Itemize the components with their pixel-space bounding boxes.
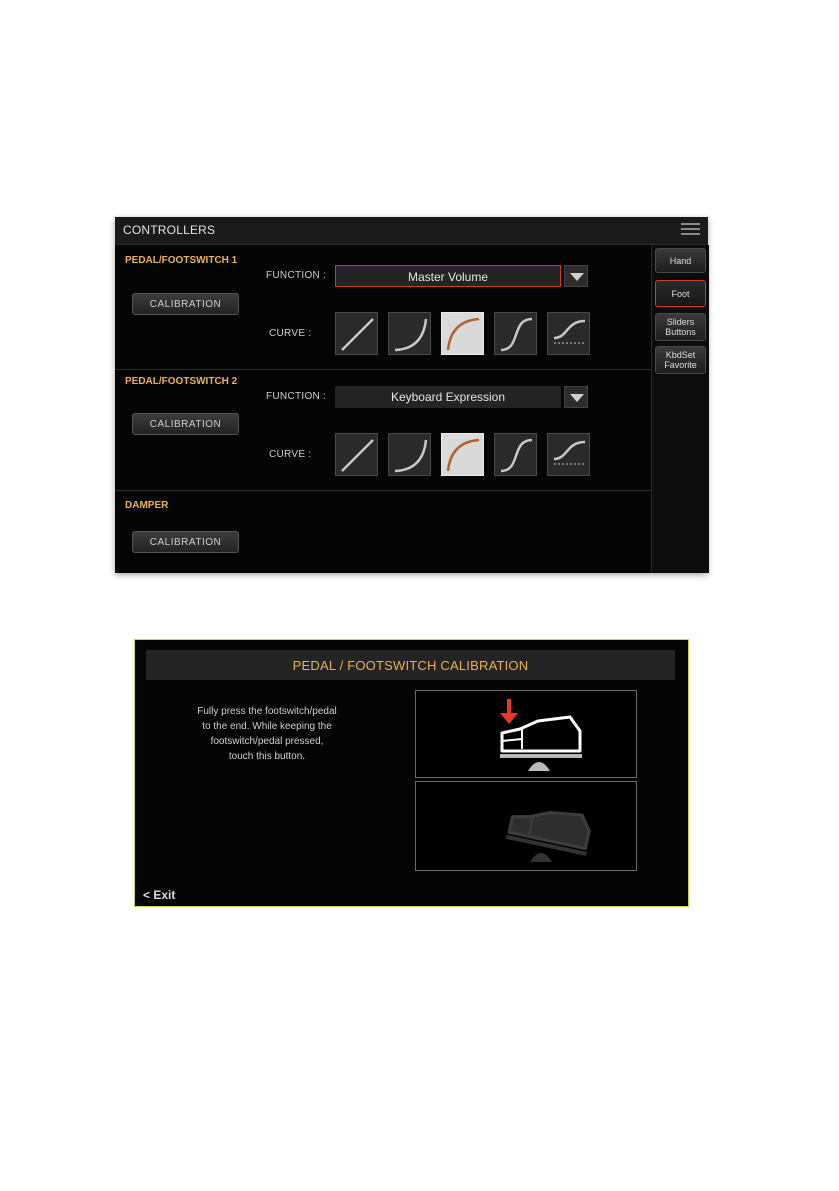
dialog-title: PEDAL / FOOTSWITCH CALIBRATION — [292, 658, 529, 673]
function-select-pedal-1[interactable]: Master Volume — [335, 265, 561, 287]
release-pedal-step — [415, 781, 637, 871]
calibration-header — [146, 650, 675, 680]
curve-s-dotted-button[interactable] — [547, 433, 590, 476]
calibration-button-damper[interactable]: CALIBRATION — [132, 531, 239, 553]
sidebar-tabs — [651, 245, 709, 573]
curve-exponential-button[interactable] — [388, 312, 431, 355]
function-label: FUNCTION : — [266, 270, 327, 281]
function-label: FUNCTION : — [266, 391, 327, 402]
calibration-button-pedal-2[interactable]: CALIBRATION — [132, 413, 239, 435]
instruction-line: footswitch/pedal pressed, — [210, 736, 324, 747]
exit-button[interactable]: < Exit — [143, 888, 176, 902]
controllers-header — [115, 217, 708, 245]
list-menu-icon[interactable] — [681, 223, 700, 238]
foot-pressing-pedal-icon — [416, 691, 638, 779]
curve-logarithmic-button[interactable] — [441, 312, 484, 355]
curve-logarithmic-button[interactable] — [441, 433, 484, 476]
section-title-pedal-2: PEDAL/FOOTSWITCH 2 — [125, 376, 238, 387]
section-title-pedal-1: PEDAL/FOOTSWITCH 1 — [125, 255, 238, 266]
exponential-curve-icon — [389, 313, 432, 356]
page-title: CONTROLLERS — [123, 223, 216, 237]
curve-s-button[interactable] — [494, 433, 537, 476]
instruction-line: Fully press the footswitch/pedal — [197, 706, 337, 717]
function-dropdown-button-pedal-1[interactable] — [564, 265, 588, 287]
function-select-pedal-2[interactable]: Keyboard Expression — [335, 386, 561, 408]
linear-curve-icon — [336, 313, 379, 356]
logarithmic-curve-icon — [442, 434, 485, 477]
section-divider — [115, 490, 651, 491]
tab-foot[interactable]: Foot — [655, 280, 706, 307]
curve-s-button[interactable] — [494, 312, 537, 355]
section-title-damper: DAMPER — [125, 500, 169, 511]
controllers-screen — [115, 217, 708, 573]
s-curve-icon — [495, 434, 538, 477]
s-curve-dotted-icon — [548, 313, 591, 356]
press-pedal-button[interactable] — [415, 690, 637, 778]
curve-label: CURVE : — [269, 449, 312, 460]
tab-kbdset-favorite[interactable]: KbdSet Favorite — [655, 346, 706, 374]
calibration-dialog — [134, 639, 689, 907]
foot-released-pedal-icon — [416, 782, 638, 872]
logarithmic-curve-icon — [442, 313, 485, 356]
section-divider — [115, 369, 651, 370]
tab-hand[interactable]: Hand — [655, 248, 706, 273]
s-curve-icon — [495, 313, 538, 356]
linear-curve-icon — [336, 434, 379, 477]
curve-exponential-button[interactable] — [388, 433, 431, 476]
calibration-button-pedal-1[interactable]: CALIBRATION — [132, 293, 239, 315]
tab-sliders-buttons[interactable]: Sliders Buttons — [655, 313, 706, 341]
curve-label: CURVE : — [269, 328, 312, 339]
s-curve-dotted-icon — [548, 434, 591, 477]
instruction-line: touch this button. — [228, 751, 306, 762]
exponential-curve-icon — [389, 434, 432, 477]
curve-linear-button[interactable] — [335, 433, 378, 476]
curve-linear-button[interactable] — [335, 312, 378, 355]
instruction-line: to the end. While keeping the — [202, 721, 332, 732]
function-dropdown-button-pedal-2[interactable] — [564, 386, 588, 408]
curve-s-dotted-button[interactable] — [547, 312, 590, 355]
calibration-instructions — [177, 704, 357, 764]
